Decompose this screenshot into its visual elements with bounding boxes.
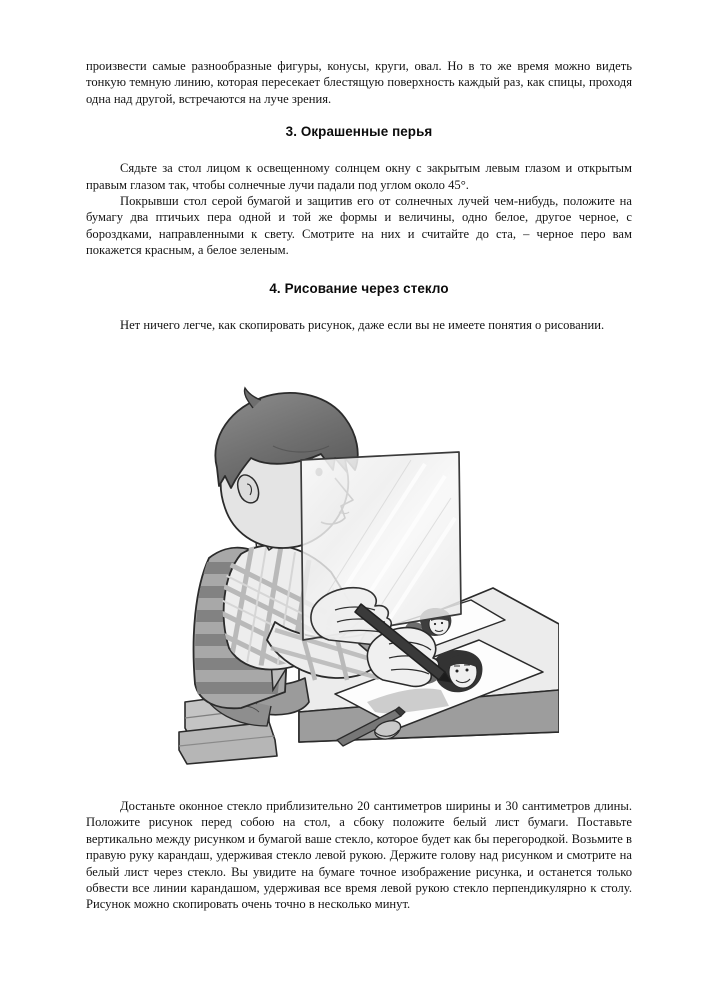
paragraph-4-2: Достаньте оконное стекло приблизительно 20 сантиметров ширины и 30 сантиметров длины. Положите рисунок перед собою на стол, а сбоку положите белый лист бумаги. Поставьте вертикально между рисунком и бумагой ваше стекло, которое будет как бы перегородкой. Возьмите в правую руку карандаш, удерживая стекло левой рукою. Держите голову над рисунком и смотрите на белый лист через стекло. Вы увидите на бумаге точное изображение рисунка, и останется только обвести все линии карандашом, удерживая все время левой рукою стекло перпендикулярно к столу. Рисунок можно скопировать очень точно в несколько минут. <box>86 799 632 912</box>
illustration-figure <box>0 372 707 772</box>
paragraph-3-1: Сядьте за стол лицом к освещенному солнцем окну с закрытым левым глазом и открытым правым глазом так, чтобы солнечные лучи падали под углом около 45°. <box>86 161 632 192</box>
hand-with-pencil <box>367 628 438 687</box>
boy-tracing-drawing-through-glass-illustration <box>149 372 559 772</box>
spacer <box>86 139 632 160</box>
heading-section-4: 4. Рисование через стекло <box>269 280 449 296</box>
heading-section-3: 3. Окрашенные перья <box>285 124 433 140</box>
spacer <box>86 107 632 124</box>
paragraph-3-2: Покрывши стол серой бумагой и защитив его от солнечных лучей чем-нибудь, положите на бумагу два птичьих пера одной и той же формы и величины, одно белое, другое черное, с бороздками, направленными к свету. Смотрите на них и считайте до ста, – черное перо вам покажется красным, а белое зеленым. <box>86 194 632 258</box>
closing-text-block <box>86 798 632 913</box>
spacer <box>86 296 632 317</box>
spacer <box>86 259 632 281</box>
paragraph-4-1: Нет ничего легче, как скопировать рисунок, даже если вы не имеете понятия о рисовании. <box>120 317 605 332</box>
document-text-column <box>86 58 632 333</box>
paragraph-continued: произвести самые разнообразные фигуры, конусы, круги, овал. Но в то же время можно видеть тонкую темную линию, которая пересекает блестящую поверхность каждый раз, как спицы, проходя одна над другой, встречаются на луче зрения. <box>86 59 632 106</box>
